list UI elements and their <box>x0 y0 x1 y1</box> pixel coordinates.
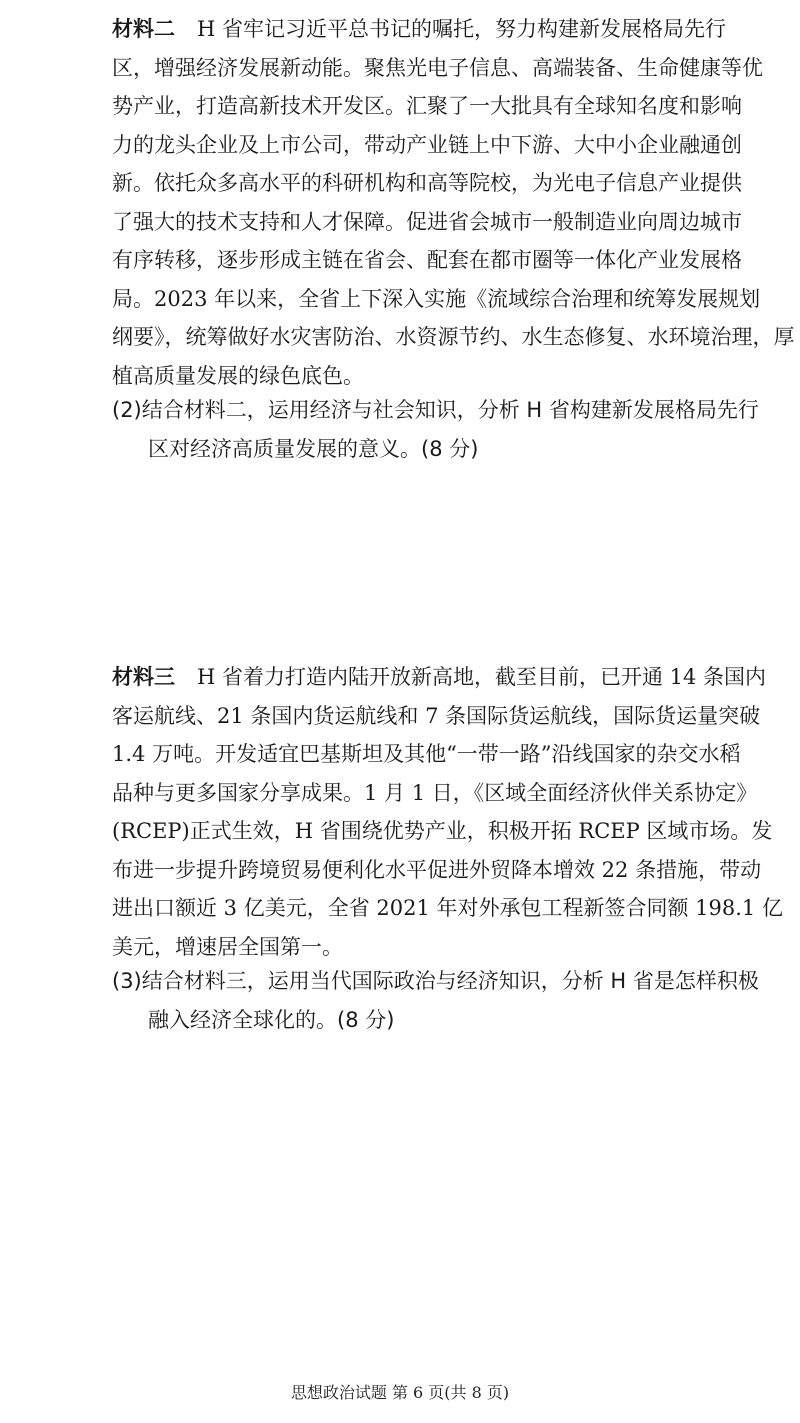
material-2-line-8: 局。2023 年以来，全省上下深入实施《流域综合治理和统筹发展规划 <box>112 286 761 311</box>
material-2-line-10: 植高质量发展的绿色底色。 <box>112 363 364 388</box>
material-3-line-6: 布进一步提升跨境贸易便利化水平促进外贸降本增效 22 条措施，带动 <box>112 857 762 882</box>
material-3-passage <box>112 658 784 966</box>
material-2-label: 材料二 <box>112 17 175 41</box>
page-footer: 思想政治试题 第 6 页(共 8 页) <box>290 1383 510 1402</box>
material-3-line-5: (RCEP)正式生效，H 省围绕优势产业，积极开拓 RCEP 区域市场。发 <box>112 819 773 843</box>
material-2-passage <box>112 10 795 395</box>
material-2-line-7: 有序转移，逐步形成主链在省会、配套在都市圈等一体化产业发展格 <box>112 248 742 272</box>
material-2-line-9: 纲要》，统筹做好水灾害防治、水资源节约、水生态修复、水环境治理，厚 <box>112 325 795 349</box>
question-2-line-1: (2)结合材料二，运用经济与社会知识，分析 H 省构建新发展格局先行 <box>112 398 759 422</box>
material-2-line-2: 区，增强经济发展新动能。聚焦光电子信息、高端装备、生命健康等优 <box>112 55 763 80</box>
material-3-line-1-text: H 省着力打造内陆开放新高地，截至目前，已开通 14 条国内 <box>197 665 767 689</box>
question-3-line-1: (3)结合材料三，运用当代国际政治与经济知识，分析 H 省是怎样积极 <box>112 969 759 993</box>
question-2-line-2: 区对经济高质量发展的意义。(8 分) <box>148 437 479 461</box>
material-3-line-8: 美元，增速居全国第一。 <box>112 934 343 959</box>
question-3 <box>112 962 784 1040</box>
material-3-label: 材料三 <box>112 665 175 689</box>
material-3-line-4: 品种与更多国家分享成果。1 月 1 日，《区域全面经济伙伴关系协定》 <box>112 780 758 805</box>
material-3-line-2: 客运航线、21 条国内货运航线和 7 条国际货运航线，国际货运量突破 <box>112 703 761 728</box>
material-2-line-5: 新。依托众多高水平的科研机构和高等院校，为光电子信息产业提供 <box>112 171 742 195</box>
material-2-line-4: 力的龙头企业及上市公司，带动产业链上中下游、大中小企业融通创 <box>112 132 742 157</box>
question-2 <box>112 391 784 469</box>
material-2-line-6: 了强大的技术支持和人才保障。促进省会城市一般制造业向周边城市 <box>112 209 742 234</box>
question-3-line-2: 融入经济全球化的。(8 分) <box>148 1008 395 1032</box>
material-3-line-7: 进出口额近 3 亿美元，全省 2021 年对外承包工程新签合同额 198.1 亿 <box>112 896 783 920</box>
material-2-line-1-text: H 省牢记习近平总书记的嘱托，努力构建新发展格局先行 <box>197 17 726 41</box>
material-3-line-1 <box>112 658 784 697</box>
material-2-line-3: 势产业，打造高新技术开发区。汇聚了一大批具有全球知名度和影响 <box>112 94 742 118</box>
material-3-line-3: 1.4 万吨。开发适宜巴基斯坦及其他“一带一路”沿线国家的杂交水稻 <box>112 742 741 766</box>
material-2-line-1 <box>112 10 784 49</box>
